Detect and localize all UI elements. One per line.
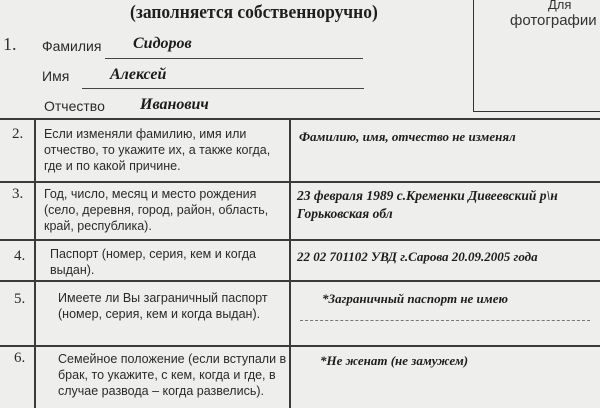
row-6-question: Семейное положение (если вступали в брак, то укажите, с кем, когда и где, в случае развода – когда развелись).: [58, 352, 287, 398]
row-divider-2: [0, 181, 600, 183]
table-middle-column-line: [289, 118, 291, 408]
row-6-number: 6.: [14, 350, 26, 366]
row-divider-5: [0, 345, 600, 347]
photo-label-line2: фотографии: [510, 12, 597, 29]
row-2-answer: Фамилию, имя, отчество не изменял: [299, 129, 516, 144]
row-3-answer-line1: 23 февраля 1989 с.Кременки Дивеевский р\н: [297, 188, 558, 203]
row-5-answer: *Заграничный паспорт не имею: [322, 291, 508, 306]
row-3-number: 3.: [12, 186, 24, 202]
row-2-number: 2.: [12, 126, 24, 142]
form-header: (заполняется собственноручно): [130, 2, 378, 23]
patronymic-value: Иванович: [140, 96, 209, 113]
name-underline: [82, 88, 364, 89]
table-top-border: [0, 118, 600, 120]
section-1-number: 1.: [3, 34, 17, 54]
row-5-question: Имеете ли Вы заграничный паспорт (номер, серия, кем и когда выдан).: [58, 291, 268, 321]
row-4-question: Паспорт (номер, серия, кем и когда выдан).: [50, 247, 256, 277]
row-4-answer: 22 02 701102 УВД г.Сарова 20.09.2005 года: [297, 249, 538, 264]
row-5-answer-line: [300, 320, 590, 321]
row-2-question: Если изменяли фамилию, имя или отчество, то укажите их, а также когда, где и по какой причине.: [44, 127, 271, 173]
row-3-question: Год, число, месяц и место рождения (село, деревня, город, район, область, край, республика).: [44, 187, 269, 233]
row-divider-4: [0, 280, 600, 282]
row-4-number: 4.: [14, 248, 26, 264]
surname-value: Сидоров: [133, 35, 192, 52]
row-5-number: 5.: [14, 291, 26, 307]
photo-label-line1: Для: [548, 0, 572, 12]
surname-underline: [105, 58, 363, 59]
name-label: Имя: [42, 68, 70, 84]
patronymic-label: Отчество: [44, 98, 105, 114]
surname-label: Фамилия: [42, 38, 102, 54]
row-3-answer-line2: Горьковская обл: [297, 206, 393, 221]
table-left-column-line: [34, 118, 36, 408]
row-6-answer: *Не женат (не замужем): [320, 353, 469, 368]
row-divider-3: [0, 239, 600, 241]
name-value: Алексей: [110, 66, 167, 83]
